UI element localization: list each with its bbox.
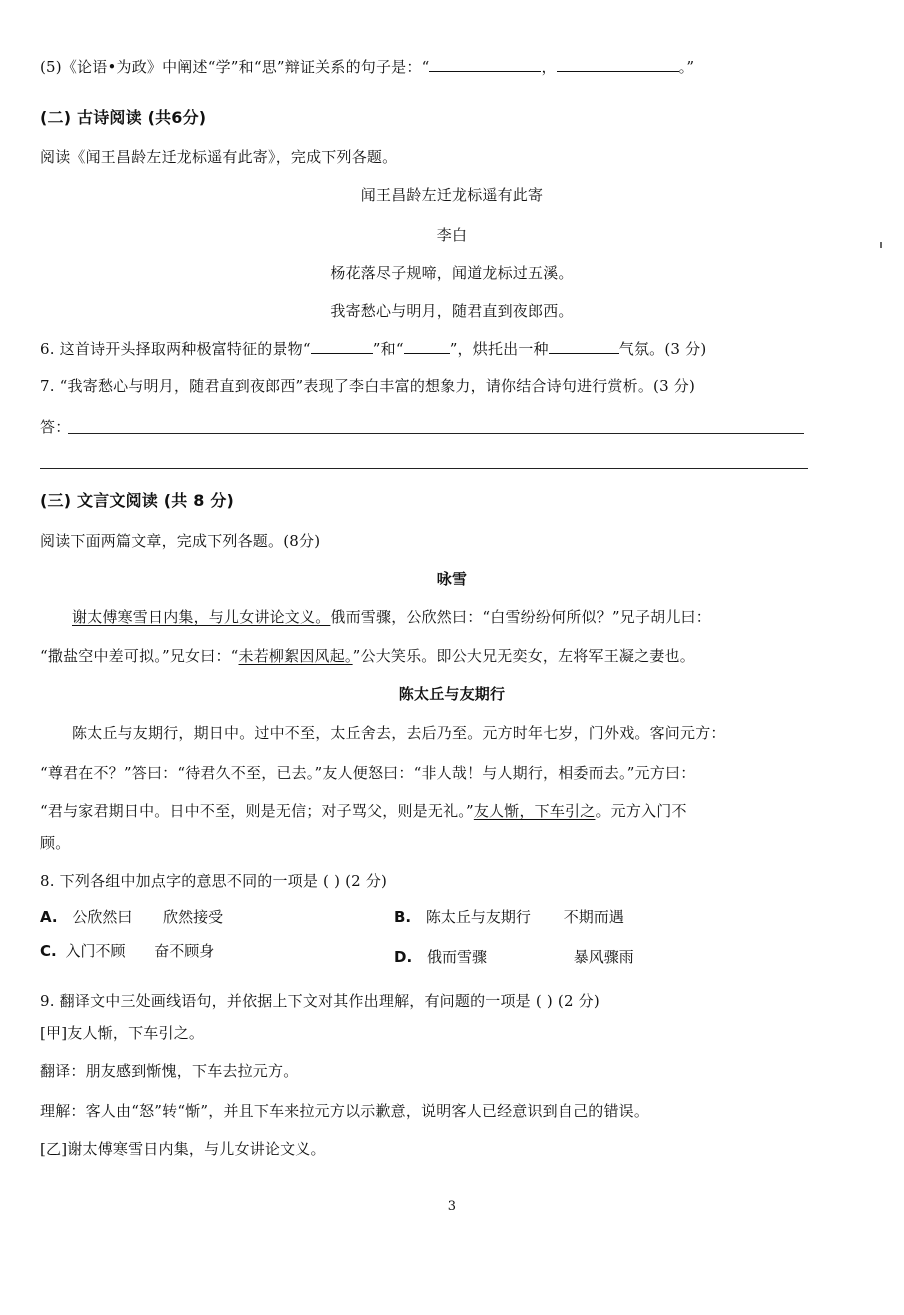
q6-text-a: 6. 这首诗开头择取两种极富特征的景物“ — [40, 340, 311, 358]
q8-option-d-1: 俄而雪骤 — [426, 948, 487, 966]
text1-line-1-rest: 俄而雪骤，公欣然曰：“白雪纷纷何所似？”兄子胡儿曰： — [330, 608, 711, 626]
text1-underlined-bing: 未若柳絮因风起。 — [238, 647, 353, 665]
q8-option-b-1: 陈太丘与友期行 — [425, 908, 531, 926]
q5-text: (5)《论语•为政》中阐述“学”和“思”辩证关系的句子是：“ — [40, 58, 430, 76]
text2-line-3 — [40, 800, 687, 822]
section3-heading: (三) 文言文阅读 (共 8 分) — [40, 491, 235, 510]
q8-option-d-label: D. — [394, 948, 413, 966]
q8-option-c-2: 奋不顾身 — [154, 942, 215, 960]
q5-end: 。” — [678, 58, 695, 76]
q9-text: 9. 翻译文中三处画线语句，并依据上下文对其作出理解，有问题的一项是 ( ) (2 分) — [40, 992, 600, 1010]
section2-heading: (二) 古诗阅读 (共6分) — [40, 108, 207, 127]
text1-line-1 — [72, 606, 711, 628]
q7-answer-line-1[interactable] — [68, 433, 804, 434]
q9-jia: [甲]友人惭，下车引之。 — [40, 1024, 205, 1042]
q8-option-c[interactable] — [40, 940, 214, 962]
q5-blank-1[interactable] — [429, 57, 541, 72]
q8-option-a-1: 公欣然曰 — [72, 908, 133, 926]
q6-text-c: ”，烘托出一种 — [449, 340, 549, 358]
q5-line — [40, 56, 694, 78]
q8-option-d[interactable] — [394, 946, 634, 968]
scan-speck — [880, 242, 882, 248]
text1-line-2 — [40, 645, 695, 667]
q6-line — [40, 338, 706, 360]
q7-text: 7. “我寄愁心与明月，随君直到夜郎西”表现了李白丰富的想象力，请你结合诗句进行赏析。(3 分) — [40, 377, 696, 395]
poem-line-1: 杨花落尽子规啼，闻道龙标过五溪。 — [330, 264, 574, 282]
q5-blank-2[interactable] — [557, 57, 679, 72]
section2-instruction: 阅读《闻王昌龄左迁龙标遥有此寄》，完成下列各题。 — [40, 148, 398, 166]
q6-blank-1[interactable] — [311, 339, 373, 354]
q8-option-a-2: 欣然接受 — [163, 908, 224, 926]
q9-understanding: 理解：客人由“怒”转“惭”，并且下车来拉元方以示歉意，说明客人已经意识到自己的错误。 — [40, 1102, 650, 1120]
text1-underlined-yi: 谢太傅寒雪日内集，与儿女讲论文义。 — [72, 608, 331, 626]
q8-option-b-2: 不期而遇 — [563, 908, 624, 926]
poem-line-2: 我寄愁心与明月，随君直到夜郎西。 — [330, 302, 574, 320]
poem-author: 李白 — [436, 226, 468, 244]
q6-blank-2[interactable] — [404, 339, 450, 354]
q6-blank-3[interactable] — [549, 339, 619, 354]
text2-title: 陈太丘与友期行 — [398, 685, 506, 703]
text2-line-3-b: 。元方入门不 — [595, 802, 687, 820]
q7-answer-line-2[interactable] — [40, 468, 808, 469]
q5-sep: ， — [541, 58, 557, 76]
section3-instruction: 阅读下面两篇文章，完成下列各题。(8分) — [40, 532, 321, 550]
q8-option-c-label: C. — [40, 942, 57, 960]
text2-line-1: 陈太丘与友期行，期日中。过中不至，太丘舍去，去后乃至。元方时年七岁，门外戏。客问元方： — [72, 724, 726, 742]
text2-line-2: “尊君在不？”答曰：“待君久不至，已去。”友人便怒曰：“非人哉！与人期行，相委而去。”元方曰： — [40, 764, 696, 782]
text1-title: 咏雪 — [436, 570, 468, 588]
q8-option-b[interactable] — [394, 906, 624, 928]
q9-yi: [乙]谢太傅寒雪日内集，与儿女讲论文义。 — [40, 1140, 326, 1158]
q8-option-d-2: 暴风骤雨 — [573, 948, 634, 966]
q8-option-c-1: 入门不顾 — [65, 942, 126, 960]
q8-text: 8. 下列各组中加点字的意思不同的一项是 ( ) (2 分) — [40, 872, 388, 890]
text1-line-2-b: ”公大笑乐。即公大兄无奕女，左将军王凝之妻也。 — [352, 647, 695, 665]
text1-line-2-a: “撒盐空中差可拟。”兄女曰：“ — [40, 647, 239, 665]
q9-translation: 翻译：朋友感到惭愧，下车去拉元方。 — [40, 1062, 299, 1080]
text2-underlined-jia: 友人惭，下车引之 — [473, 802, 596, 820]
page-number: 3 — [447, 1199, 457, 1214]
q8-option-b-label: B. — [394, 908, 412, 926]
q6-text-d: 气氛。(3 分) — [618, 340, 707, 358]
q6-text-b: ”和“ — [372, 340, 404, 358]
q8-option-a-label: A. — [40, 908, 58, 926]
text2-line-3-a: “君与家君期日中。日中不至，则是无信；对子骂父，则是无礼。” — [40, 802, 474, 820]
q7-answer-label: 答： — [40, 418, 71, 436]
text2-line-4: 顾。 — [40, 834, 71, 852]
q8-option-a[interactable] — [40, 906, 223, 928]
poem-title: 闻王昌龄左迁龙标遥有此寄 — [360, 186, 544, 204]
